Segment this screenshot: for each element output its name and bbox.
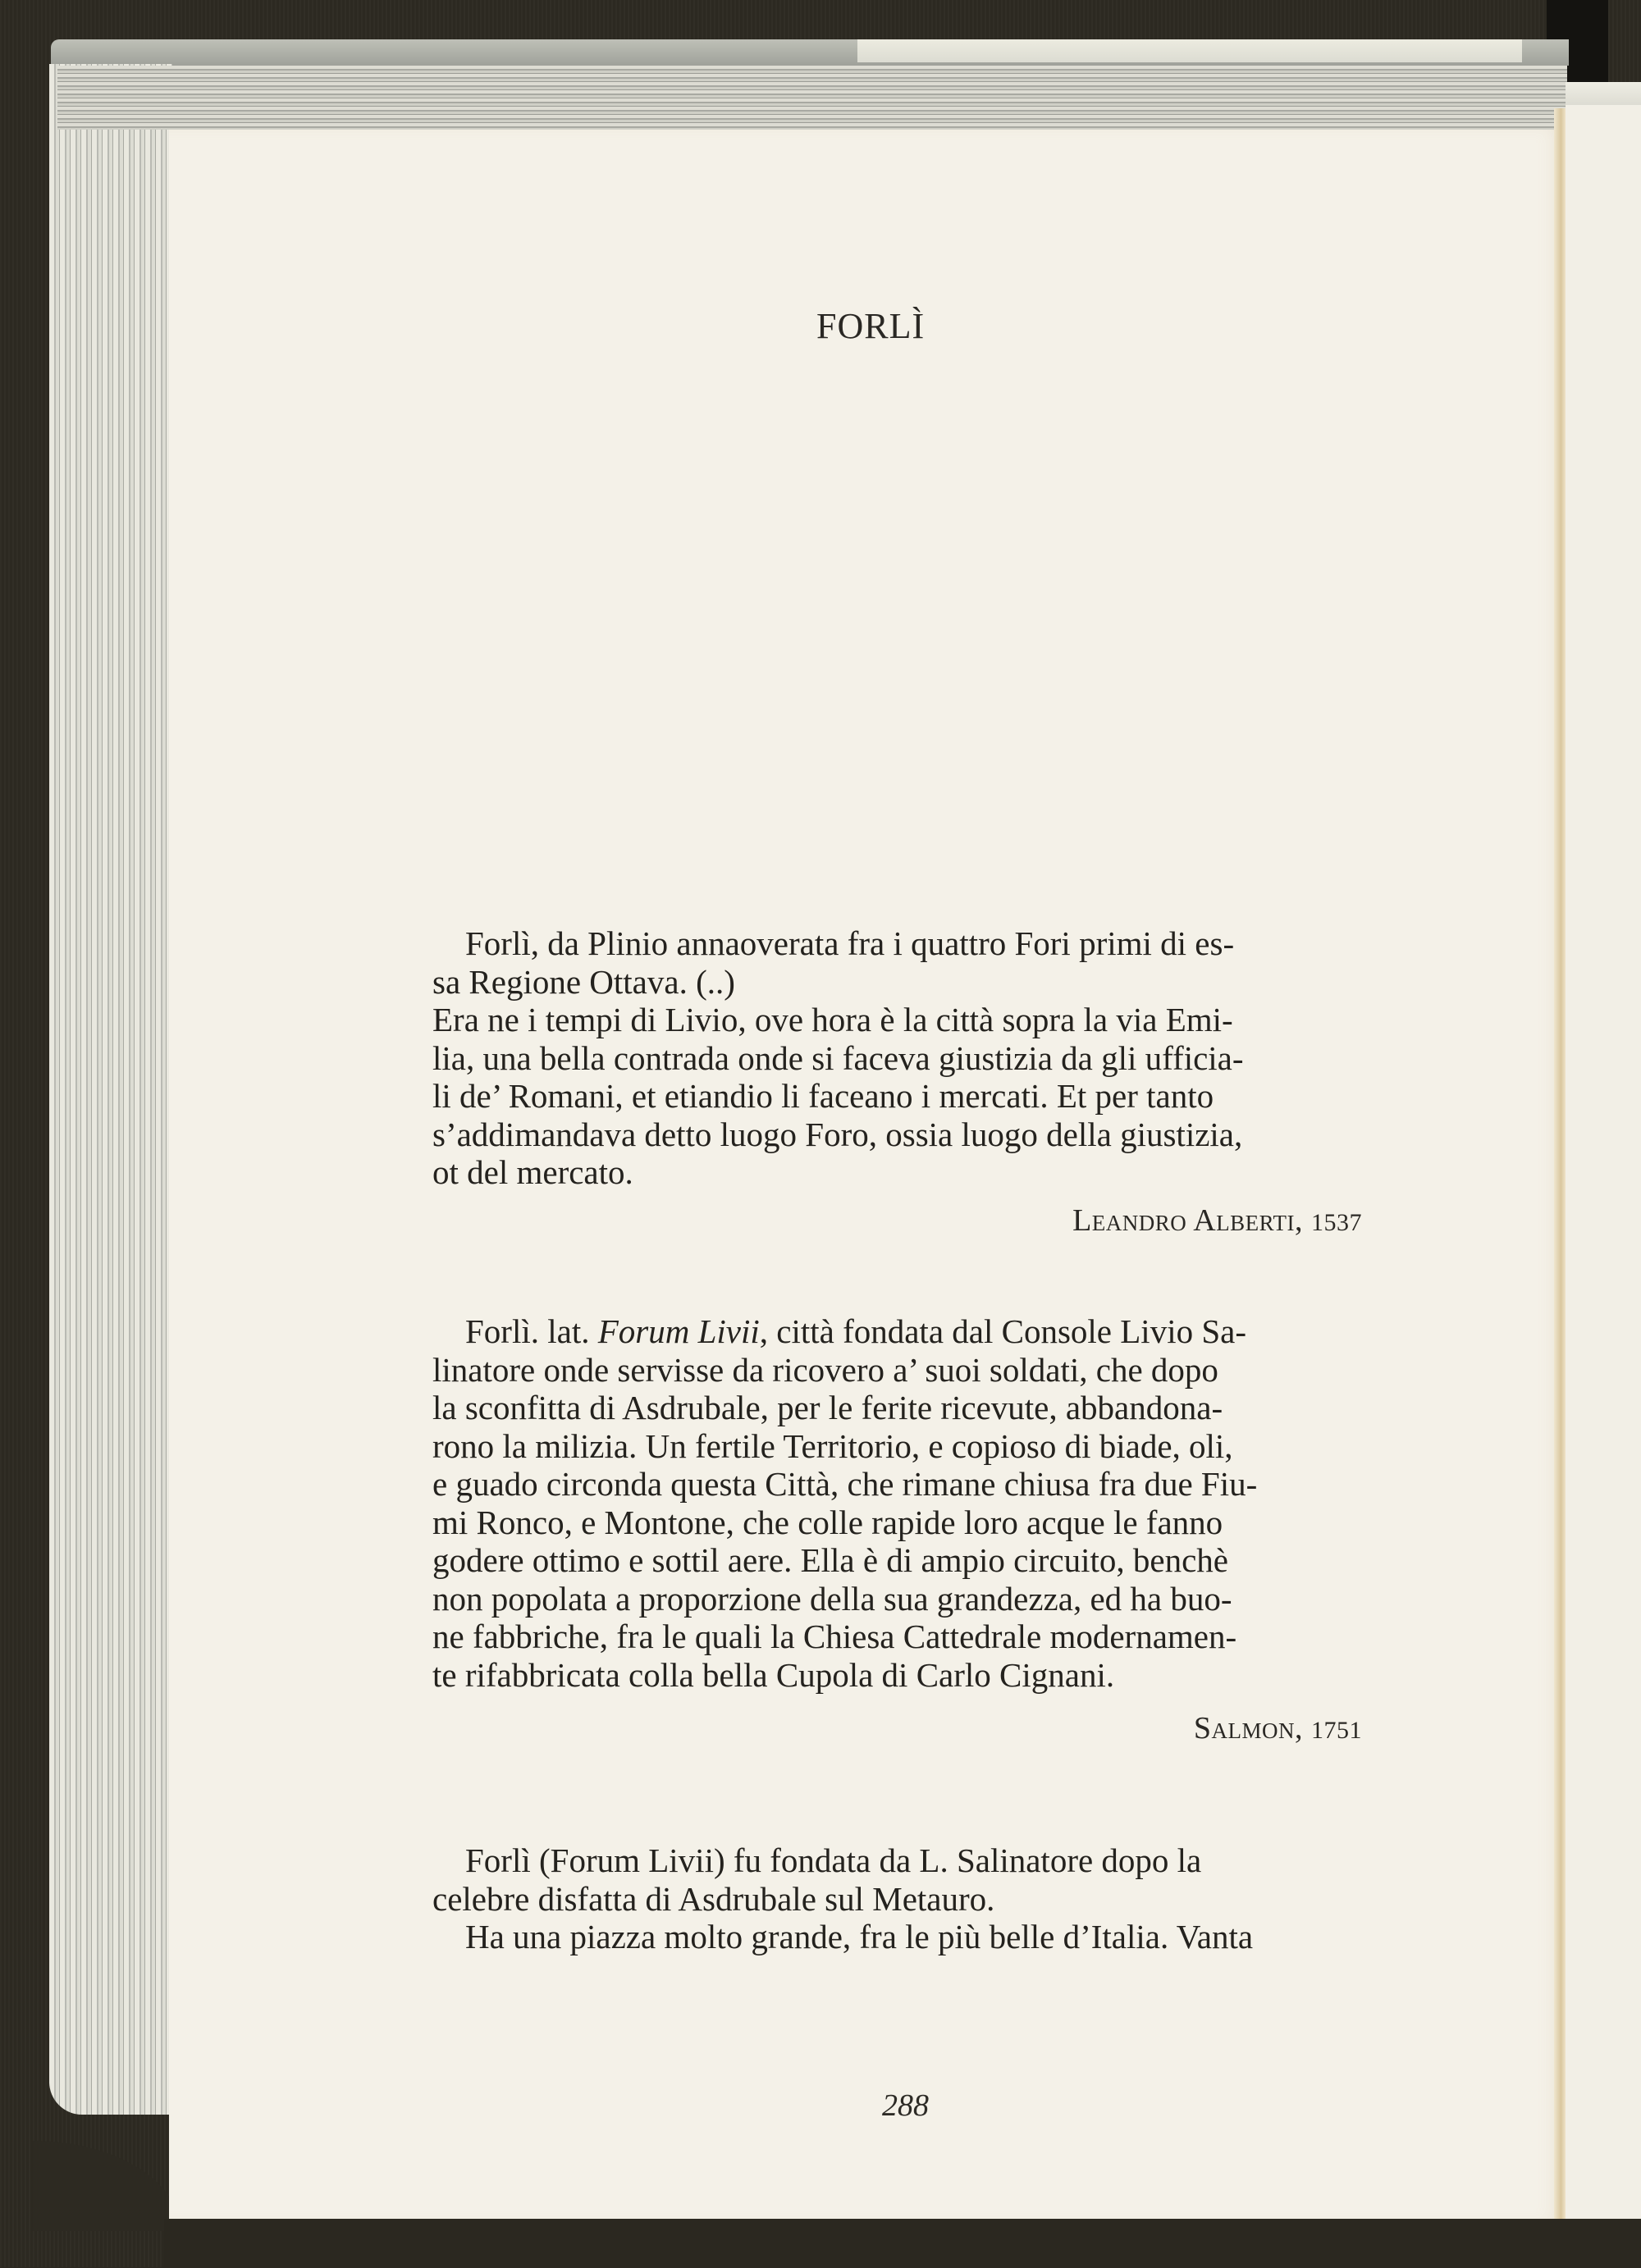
passage-line: Ha una piazza molto grande, fra le più belle d’Italia. Vanta	[465, 1918, 1254, 1955]
passage-line: lia, una bella contrada onde si faceva giustizia da gli ufficia-	[432, 1038, 1244, 1077]
passage-italic-term: Forum Livii	[597, 1312, 760, 1350]
passage-alberti	[432, 924, 1368, 1192]
passage-line: ot del mercato.	[432, 1153, 633, 1191]
attribution-year: 1537	[1311, 1209, 1362, 1236]
attribution-salmon	[1194, 1710, 1362, 1746]
passage-line: Forlì (Forum Livii) fu fondata da L. Salinatore dopo la	[465, 1841, 1202, 1879]
passage-line: godere ottimo e sottil aere. Ella è di ampio circuito, benchè	[432, 1541, 1228, 1579]
attribution-alberti	[1072, 1202, 1362, 1239]
passage-line: li de’ Romani, et etiandio li faceano i mercati. Et per tanto	[432, 1077, 1214, 1115]
passage-third	[432, 1841, 1368, 1956]
passage-line: ne fabbriche, fra le quali la Chiesa Cattedrale modernamen-	[432, 1618, 1237, 1655]
passage-salmon	[432, 1312, 1368, 1694]
attribution-author: Leandro Alberti,	[1072, 1203, 1303, 1238]
attribution-year: 1751	[1311, 1717, 1362, 1744]
page-stack-left-edge	[49, 64, 172, 2115]
page-title: FORLÌ	[816, 306, 926, 346]
page-number: 288	[882, 2088, 929, 2123]
passage-text: Forlì. lat.	[465, 1312, 598, 1350]
facing-page	[1566, 105, 1641, 2221]
passage-text: , città fondata dal Console Livio Sa-	[759, 1312, 1246, 1350]
passage-line: Forlì, da Plinio annaoverata fra i quattro Fori primi di es-	[465, 924, 1235, 962]
page-stack-top-edge	[57, 66, 1567, 130]
passage-line: e guado circonda questa Città, che rimane chiusa fra due Fiu-	[432, 1465, 1258, 1503]
attribution-author: Salmon,	[1193, 1711, 1303, 1745]
passage-line: s’addimandava detto luogo Foro, ossia luogo della giustizia,	[432, 1115, 1243, 1153]
passage-line: la sconfitta di Asdrubale, per le ferite ricevute, abbandona-	[432, 1389, 1223, 1426]
passage-line: non popolata a proporzione della sua grandezza, ed ha buo-	[432, 1579, 1232, 1618]
background-bottom	[164, 2219, 1641, 2268]
passage-line: sa Regione Ottava. (..)	[432, 962, 735, 1001]
passage-line: te rifabbricata colla bella Cupola di Carlo Cignani.	[432, 1655, 1115, 1694]
passage-line: rono la milizia. Un fertile Territorio, e copioso di biade, oli,	[432, 1426, 1233, 1465]
passage-line: linatore onde servisse da ricovero a’ suoi soldati, che dopo	[432, 1350, 1218, 1389]
passage-line: celebre disfatta di Asdrubale sul Metauro.	[432, 1879, 995, 1918]
book-top-edge-highlight	[857, 39, 1522, 62]
book-gutter	[1554, 108, 1566, 2220]
passage-line	[432, 1312, 1368, 1351]
passage-line: Era ne i tempi di Livio, ove hora è la città sopra la via Emi-	[432, 1001, 1233, 1038]
passage-line: mi Ronco, e Montone, che colle rapide loro acque le fanno	[432, 1503, 1223, 1541]
